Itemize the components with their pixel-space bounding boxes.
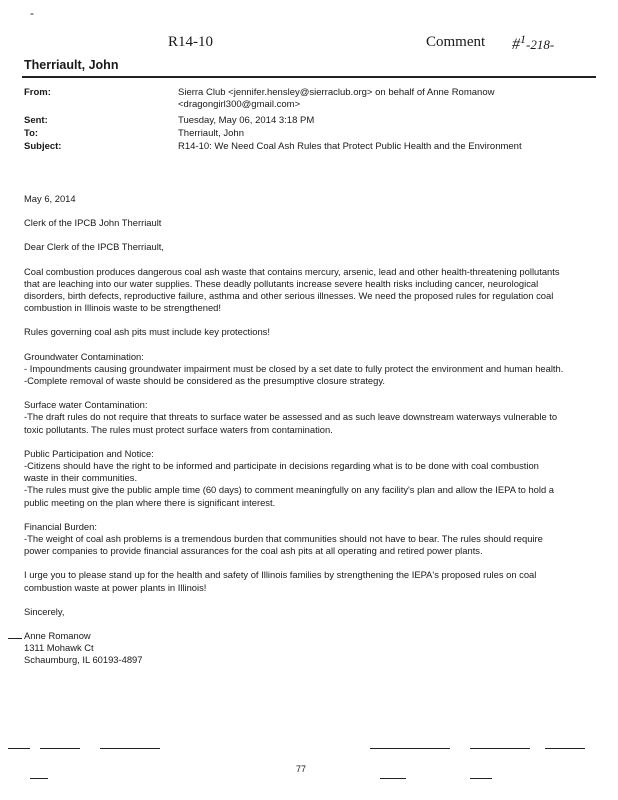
to-label: To:	[24, 128, 39, 139]
sent-label: Sent:	[24, 115, 48, 126]
letter-body	[24, 193, 564, 667]
scan-mark	[30, 778, 48, 779]
public-participation-item-1: -Citizens should have the right to be informed and participate in decisions regarding what is to be done with coal combustion waste in their communities.	[24, 460, 539, 484]
scan-mark	[8, 748, 30, 749]
letter-date: May 6, 2014	[24, 193, 76, 204]
scan-mark	[370, 748, 450, 749]
to-value: Therriault, John	[178, 128, 245, 139]
scan-mark	[8, 638, 22, 639]
signature-street: 1311 Mohawk Ct	[24, 642, 94, 654]
financial-burden-item-1: -The weight of coal ash problems is a tremendous burden that communities should not have to bear. The rules should require power companies to provide financial assurances for the coal ash pits at all operating and retired power plants.	[24, 533, 543, 557]
groundwater-item-1: - Impoundments causing groundwater impairment must be closed by a set date to fully protect the environment and human health.	[24, 362, 564, 374]
subject-label: Subject:	[24, 141, 62, 152]
comment-hash: #	[512, 36, 520, 53]
rules-intro: Rules governing coal ash pits must include key protections!	[24, 326, 270, 338]
comment-number-digit: 1	[520, 32, 526, 46]
scan-mark	[470, 748, 530, 749]
letter-intro: Coal combustion produces dangerous coal ash waste that contains mercury, arsenic, lead and other health-threatening pollutants that are leaching into our water supplies. These deadly pollutants increase severe health risks including cancer, neurological disorders, birth defects, reproductive failure, asthma and other serious illnesses. We need the proposed rules for regulation coal combustion in Illinois waste to be strengthened!	[24, 265, 560, 314]
signature-name: Anne Romanow	[24, 630, 91, 642]
closing-ask: I urge you to please stand up for the health and safety of Illinois families by strengthening the IEPA's proposed rules on coal combustion waste at power plants in Illinois!	[24, 569, 537, 593]
top-mark: -	[30, 6, 34, 20]
page-number: 77	[296, 764, 307, 774]
from-label: From:	[24, 87, 51, 98]
surface-water-item-1: -The draft rules do not require that threats to surface water be assessed and as such leave downstream waterways vulnerable to toxic pollutants. The rules must protect surface waters from contamination.	[24, 411, 558, 435]
scan-mark	[100, 748, 160, 749]
doc-id: R14-10	[168, 34, 213, 50]
signoff: Sincerely,	[24, 605, 65, 617]
letter-recipient: Clerk of the IPCB John Therriault	[24, 217, 162, 229]
signature-city: Schaumburg, IL 60193-4897	[24, 654, 143, 666]
scan-mark	[40, 748, 80, 749]
scan-mark	[545, 748, 585, 749]
scan-mark	[470, 778, 492, 779]
sender-name: Therriault, John	[24, 58, 119, 72]
letter-salutation: Dear Clerk of the IPCB Therriault,	[24, 241, 164, 253]
groundwater-heading: Groundwater Contamination:	[24, 350, 144, 362]
comment-suffix: -218-	[526, 37, 555, 52]
groundwater-item-2: -Complete removal of waste should be considered as the presumptive closure strategy.	[24, 375, 385, 387]
comment-number	[512, 32, 554, 54]
financial-burden-heading: Financial Burden:	[24, 520, 97, 532]
header-rule	[22, 76, 596, 78]
subject-value: R14-10: We Need Coal Ash Rules that Protect Public Health and the Environment	[178, 141, 522, 152]
scan-mark	[380, 778, 406, 779]
sent-value: Tuesday, May 06, 2014 3:18 PM	[178, 115, 315, 126]
from-value: Sierra Club <jennifer.hensley@sierraclub.org> on behalf of Anne Romanow <dragongirl300@gmail.com>	[178, 87, 495, 110]
public-participation-heading: Public Participation and Notice:	[24, 447, 154, 459]
public-participation-item-2: -The rules must give the public ample time (60 days) to comment meaningfully on any facility's plan and allow the IEPA to hold a public meeting on the plan where there is significant interest.	[24, 484, 555, 508]
comment-label: Comment	[426, 34, 486, 50]
surface-water-heading: Surface water Contamination:	[24, 399, 148, 411]
